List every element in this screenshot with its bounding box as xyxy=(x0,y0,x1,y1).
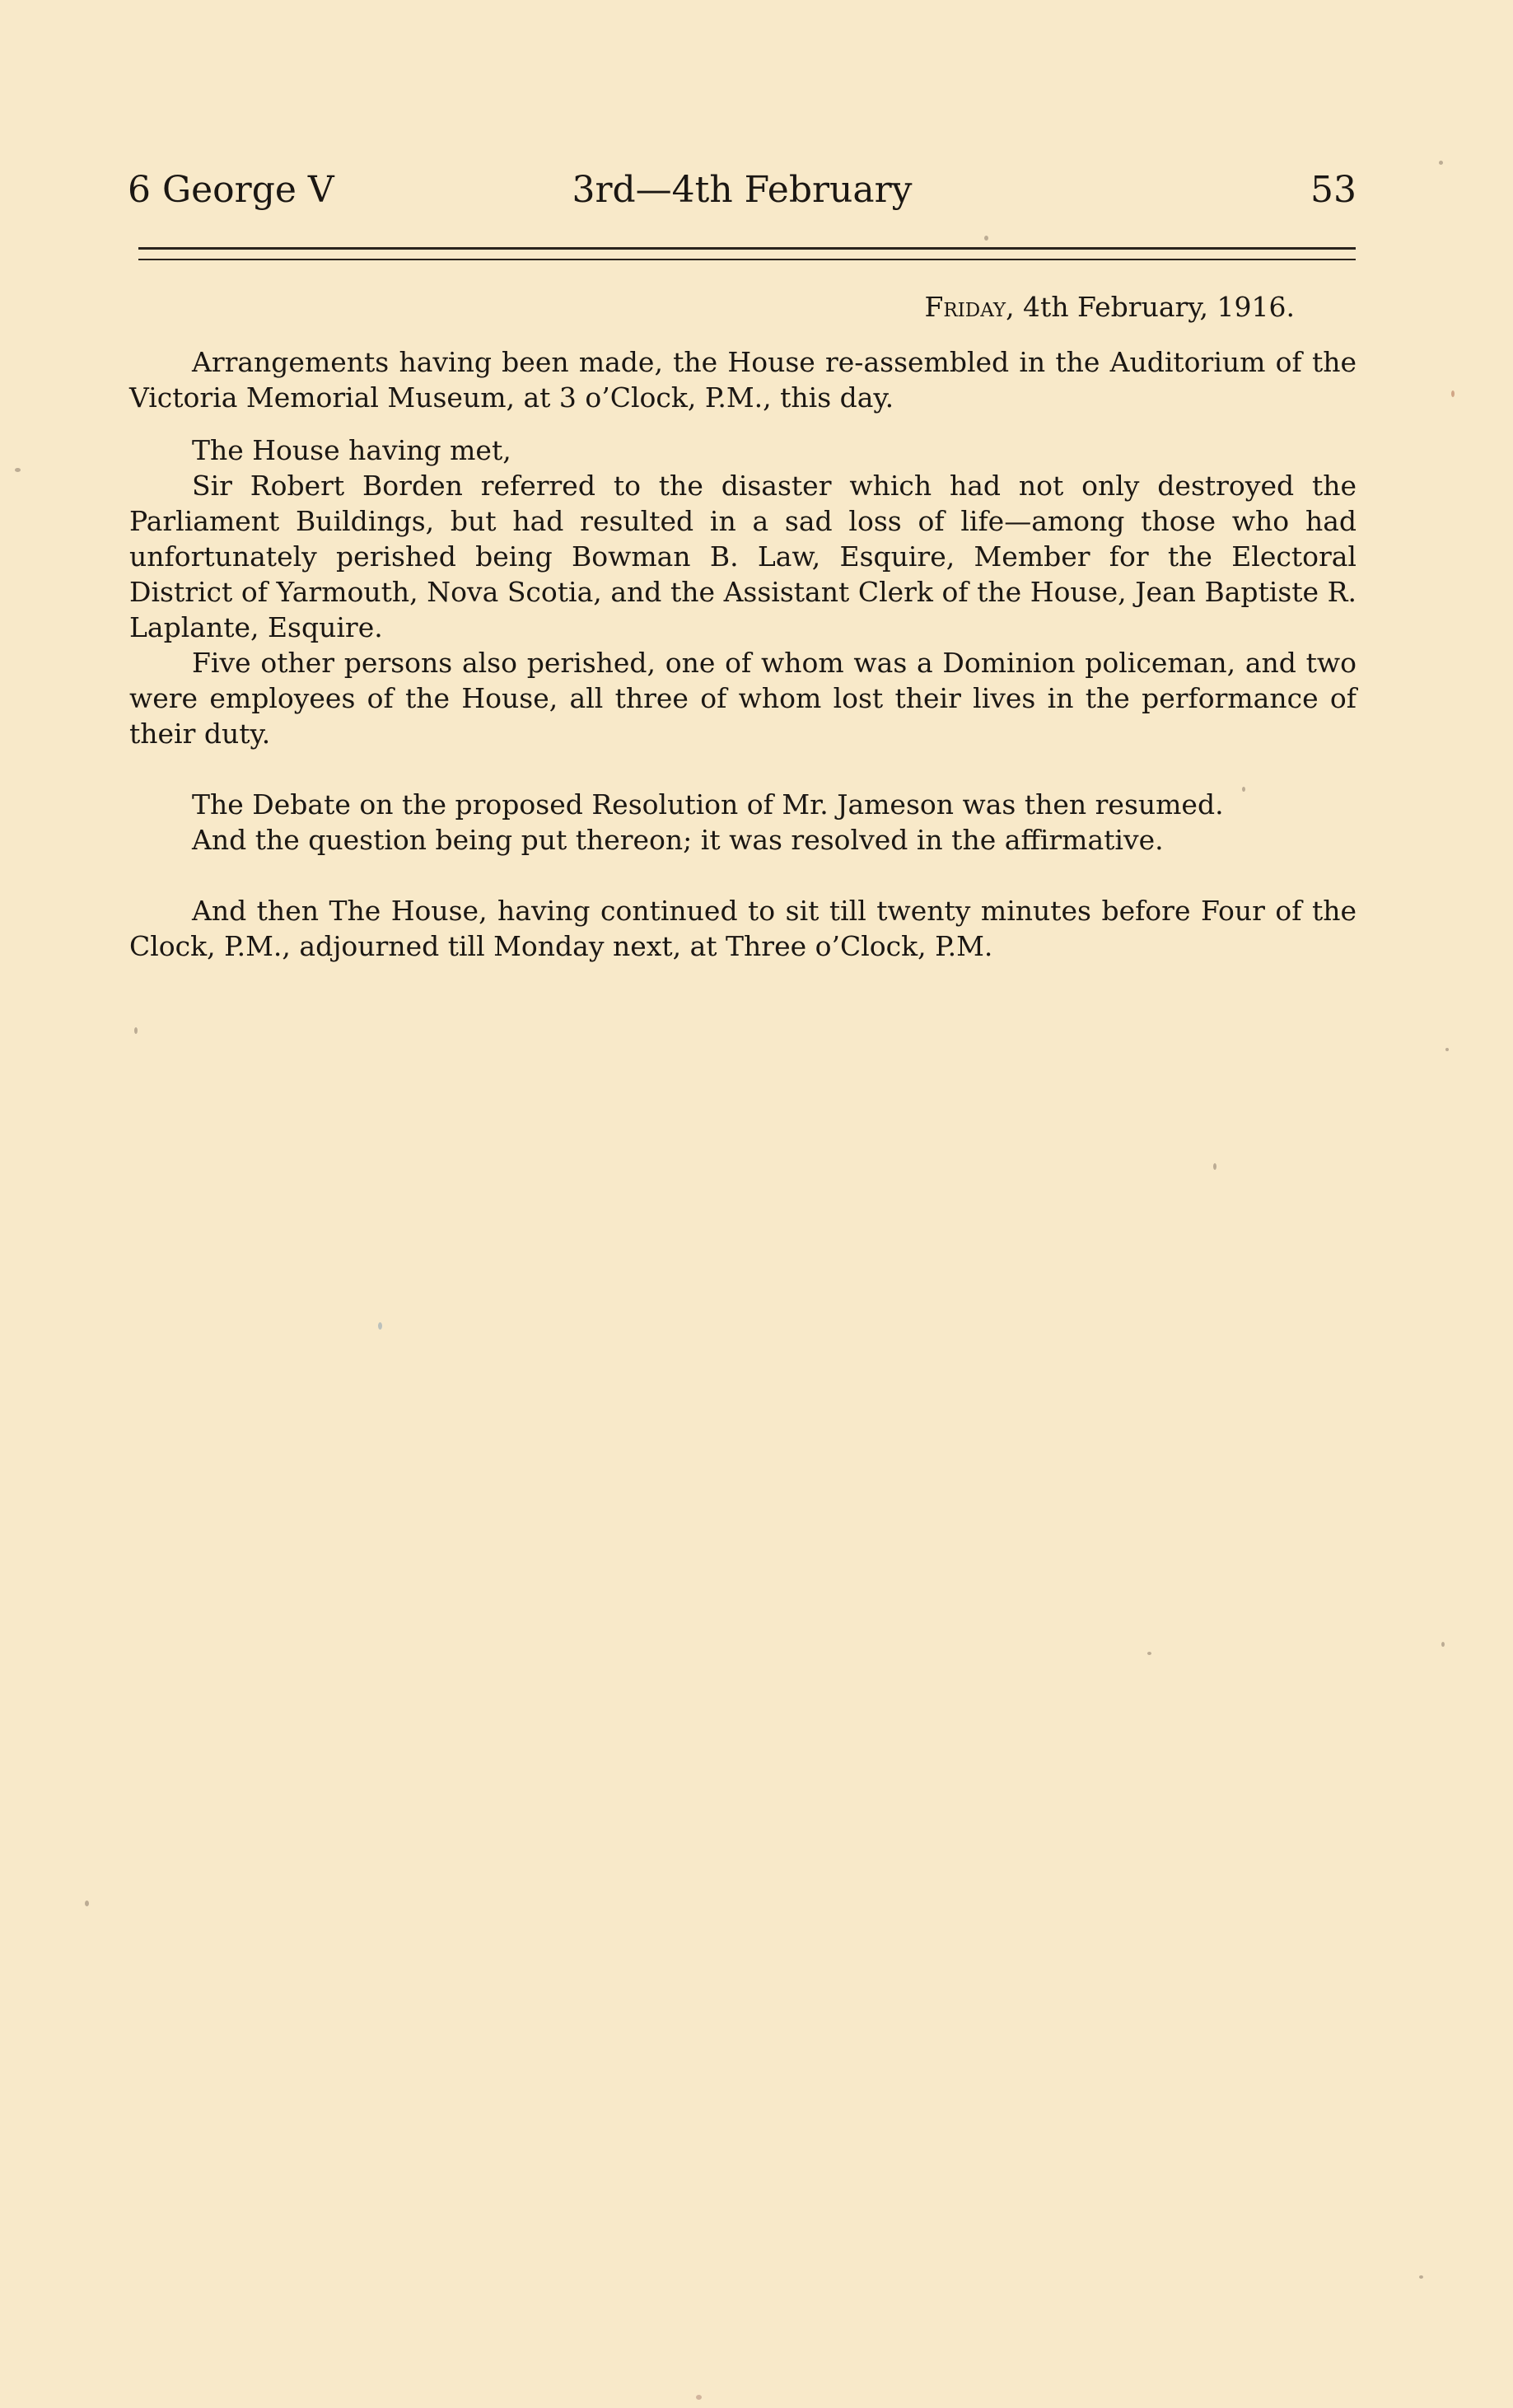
paragraph-adjournment: And then The House, having continued to sit till twenty minutes before Four of the Clock, P.M., adjourned till Monday next, at Three o’Clock, P.M. xyxy=(129,895,1357,962)
running-header xyxy=(128,161,1357,219)
header-dates: 3rd—4th February xyxy=(572,169,913,211)
paragraph-other-persons: Five other persons also perished, one of whom was a Dominion policeman, and two were employees of the House, all three of whom lost their lives in the performance of their duty. xyxy=(129,647,1357,750)
paper-speck xyxy=(1445,1048,1449,1051)
paragraph-debate-resumed: The Debate on the proposed Resolution of Mr. Jameson was then resumed. xyxy=(192,788,1224,821)
sitting-day: Friday xyxy=(924,291,1006,323)
paper-speck xyxy=(1441,1642,1445,1647)
paper-speck xyxy=(1439,161,1443,165)
paper-speck xyxy=(134,1027,138,1034)
paper-speck xyxy=(378,1322,382,1330)
paper-speck xyxy=(1213,1163,1216,1170)
paragraph-question-resolved: And the question being put thereon; it was resolved in the affirmative. xyxy=(192,824,1164,856)
journal-body xyxy=(129,344,1357,964)
paper-speck xyxy=(984,236,988,241)
paper-speck xyxy=(85,1901,89,1906)
regnal-year: 6 George V xyxy=(128,169,334,211)
paper-speck xyxy=(1419,2275,1423,2279)
paper-speck xyxy=(696,2395,702,2400)
page-number: 53 xyxy=(1310,169,1357,211)
header-rule-bottom xyxy=(138,259,1356,260)
paragraph-borden-remarks: Sir Robert Borden referred to the disaster which had not only destroyed the Parliament Buildings, but had resulted in a sad loss of life—among those who had unfortunately perished being Bowman B. Law, Esquire, Member for the Electoral District of Yarmouth, Nova Scotia, and the Assistant Clerk of the House, Jean Baptiste R. Laplante, Esquire. xyxy=(129,470,1357,643)
paper-speck xyxy=(1242,787,1245,792)
sitting-date xyxy=(924,287,1295,328)
sitting-date-rest: , 4th February, 1916. xyxy=(1006,291,1295,323)
paragraph-arrangements: Arrangements having been made, the House re-assembled in the Auditorium of the Victoria Memorial Museum, at 3 o’Clock, P.M., this day. xyxy=(129,346,1357,414)
paper-speck xyxy=(1147,1652,1151,1655)
paragraph-house-met: The House having met, xyxy=(192,434,511,466)
paper-speck xyxy=(1451,390,1455,397)
paper-speck xyxy=(15,468,21,472)
header-rule-top xyxy=(138,247,1356,250)
